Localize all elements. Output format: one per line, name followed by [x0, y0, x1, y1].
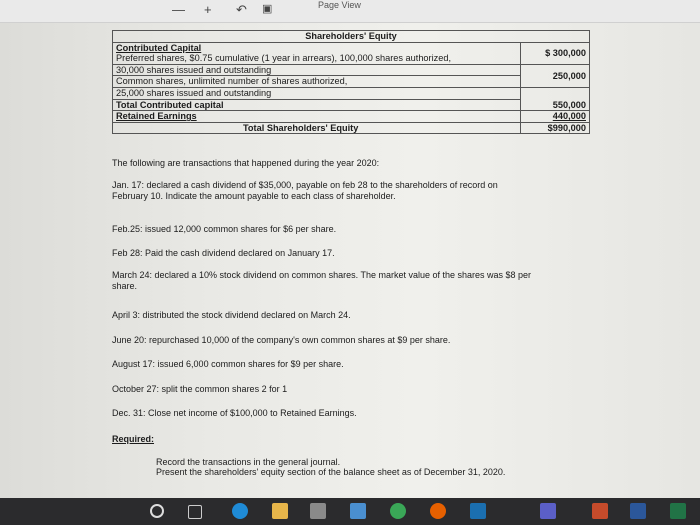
transaction-feb25: Feb.25: issued 12,000 common shares for $6 per share. — [112, 224, 337, 234]
firefox-icon[interactable] — [430, 503, 446, 519]
task-view-icon[interactable] — [188, 505, 202, 519]
total-equity-amount: $990,000 — [521, 122, 590, 134]
transaction-apr3: April 3: distributed the stock dividend declared on March 24. — [112, 310, 351, 320]
ribbon-toolbar — [0, 0, 700, 23]
required-list — [156, 457, 505, 477]
preferred-amount: $ 300,000 — [521, 42, 590, 64]
file-explorer-icon[interactable] — [272, 503, 288, 519]
common-line2: 25,000 shares issued and outstanding — [113, 87, 521, 99]
common-amount: 250,000 — [521, 64, 590, 87]
transaction-oct27: October 27: split the common shares 2 for 1 — [112, 384, 288, 394]
page-view-label[interactable]: Page View — [318, 0, 361, 10]
transaction-mar24-line2: share. — [112, 281, 138, 291]
retained-earnings-amount: 440,000 — [521, 111, 590, 123]
intro-text: The following are transactions that happened during the year 2020: — [112, 158, 380, 168]
transaction-feb28: Feb 28: Paid the cash dividend declared on January 17. — [112, 248, 335, 258]
plus-icon[interactable]: + — [204, 2, 212, 17]
teams-icon[interactable] — [540, 503, 556, 519]
preferred-line2: 30,000 shares issued and outstanding — [113, 64, 521, 76]
edge-icon[interactable] — [232, 503, 248, 519]
search-icon[interactable] — [150, 504, 164, 518]
list-item: Present the shareholders' equity section of the balance sheet as of December 31, 2020. — [156, 467, 506, 477]
transaction-mar24-line1: March 24: declared a 10% stock dividend on common shares. The market value of the shares was $8 per — [112, 270, 532, 280]
transaction-jan17-line1: Jan. 17: declared a cash dividend of $35,000, payable on feb 28 to the shareholders of record on — [112, 180, 498, 190]
table-title: Shareholders' Equity — [113, 31, 590, 43]
preferred-line1: Preferred shares, $0.75 cumulative (1 year in arrears), 100,000 shares authorized, — [116, 53, 452, 64]
contributed-capital-heading: Contributed Capital — [116, 42, 202, 53]
transaction-jun20: June 20: repurchased 10,000 of the company's own common shares at $9 per share. — [112, 335, 451, 345]
retained-earnings-label: Retained Earnings — [113, 111, 521, 123]
word-icon[interactable] — [630, 503, 646, 519]
media-icon[interactable] — [470, 503, 486, 519]
chrome-icon[interactable] — [390, 503, 406, 519]
required-heading: Required: — [112, 434, 155, 444]
total-contributed-label: Total Contributed capital — [113, 99, 521, 111]
minus-icon[interactable]: — — [172, 2, 185, 17]
transaction-dec31: Dec. 31: Close net income of $100,000 to Retained Earnings. — [112, 408, 357, 418]
store-icon[interactable] — [310, 503, 326, 519]
total-equity-label: Total Shareholders' Equity — [113, 122, 521, 134]
common-line1: Common shares, unlimited number of shares authorized, — [113, 76, 521, 88]
transaction-aug17: August 17: issued 6,000 common shares for $9 per share. — [112, 359, 344, 369]
transaction-jan17-line2: February 10. Indicate the amount payable to each class of shareholder. — [112, 191, 396, 201]
undo-icon[interactable]: ↶ — [236, 2, 247, 17]
table-row — [113, 42, 521, 64]
taskbar — [0, 498, 700, 525]
excel-icon[interactable] — [670, 503, 686, 519]
shareholders-equity-table — [112, 30, 590, 134]
list-item: Record the transactions in the general journal. — [156, 457, 341, 467]
powerpoint-icon[interactable] — [592, 503, 608, 519]
page-icon[interactable]: ▣ — [262, 3, 273, 15]
mail-icon[interactable] — [350, 503, 366, 519]
total-contributed-amount: 550,000 — [521, 87, 590, 110]
